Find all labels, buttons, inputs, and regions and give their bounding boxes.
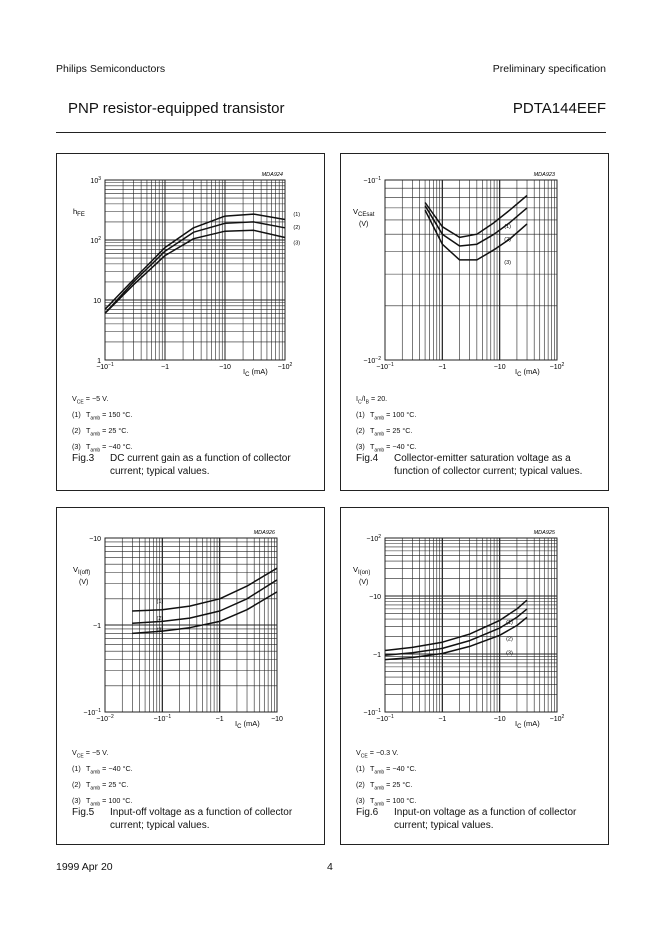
x-tick-label: $-10^{-2}$ xyxy=(96,714,114,723)
footer-date: 1999 Apr 20 xyxy=(56,861,113,873)
x-tick-label: $-10^2$ xyxy=(549,362,565,371)
figure-caption xyxy=(72,452,317,478)
x-gridlines xyxy=(385,538,557,712)
figure-caption xyxy=(356,806,601,832)
curve-label: (3) xyxy=(504,259,512,266)
x-tick-label: −1 xyxy=(215,716,224,723)
curve-label: (2) xyxy=(504,237,512,244)
chart-svg xyxy=(57,508,324,748)
y-tick-label: $10^2$ xyxy=(90,236,101,245)
conditions-list xyxy=(356,747,417,811)
y-axis-label: $V_{I(off)}$ xyxy=(73,565,91,576)
y-tick-label: −1 xyxy=(93,623,101,630)
figure-caption xyxy=(356,452,601,478)
series-line-2 xyxy=(132,580,277,623)
x-tick-label: −10 xyxy=(493,364,506,371)
figure-panel-6 xyxy=(340,507,609,845)
x-tick-label: $-10^{-1}$ xyxy=(96,362,114,371)
condition-item: (2) $T_{amb} = 25$ °C. xyxy=(72,425,129,438)
figure-number: Fig.4 xyxy=(356,453,379,464)
condition-item: (2) $T_{amb} = 25$ °C. xyxy=(356,425,413,438)
x-tick-label: −10 xyxy=(219,364,231,371)
x-tick-label: $-10^2$ xyxy=(277,362,293,371)
y-tick-label: $-10^{-2}$ xyxy=(363,356,381,365)
y-gridlines xyxy=(105,180,285,360)
x-gridlines xyxy=(105,180,285,360)
figure-panel-4 xyxy=(340,153,609,491)
chart-svg xyxy=(57,154,324,394)
condition-item: (3) $T_{amb} = -40$ °C. xyxy=(72,441,133,454)
y-tick-label: $-10^{-1}$ xyxy=(83,708,101,717)
x-axis-label: $I_C$ (mA) xyxy=(515,719,540,730)
x-tick-label: −1 xyxy=(438,716,447,723)
y-tick-label: −1 xyxy=(373,652,381,659)
plot-frame xyxy=(105,180,285,360)
x-tick-label: −1 xyxy=(438,364,447,371)
document-type: Preliminary specification xyxy=(492,63,606,75)
y-tick-label: $-10^{-1}$ xyxy=(363,176,381,185)
chart-svg xyxy=(341,154,608,394)
condition-item: (3) $T_{amb} = -40$ °C. xyxy=(356,441,417,454)
caption-text: Input-off voltage as a function of collector current; typical values. xyxy=(110,807,293,831)
caption-text: Input-on voltage as a function of collector current; typical values. xyxy=(394,807,577,831)
plot-frame xyxy=(385,180,557,360)
curve-label: (2) xyxy=(156,616,164,623)
series-line-1 xyxy=(105,214,285,309)
conditions-list xyxy=(72,393,133,457)
x-gridlines xyxy=(385,180,557,360)
x-axis-label: $I_C$ (mA) xyxy=(243,367,268,378)
figure-code: MDA925 xyxy=(533,530,555,536)
x-tick-label: −1 xyxy=(161,364,169,371)
condition-item: (1) $T_{amb} = 100$ °C. xyxy=(356,409,417,422)
x-tick-label: $-10^{-1}$ xyxy=(153,714,172,723)
figure-panel-5 xyxy=(56,507,325,845)
y-axis-label: $h_{FE}$ xyxy=(73,207,85,218)
condition-item: (2) $T_{amb} = 25$ °C. xyxy=(72,779,129,792)
y-axis-label: $V_{I(on)}$ xyxy=(353,565,371,576)
series-line-3 xyxy=(132,592,277,634)
curve-label: (1) xyxy=(156,599,164,606)
y-axis-label: $V_{CEsat}$ xyxy=(353,207,375,218)
condition-main: $I_C/I_B = 20$. xyxy=(356,394,388,406)
conditions-list xyxy=(72,747,133,811)
figure-panel-3 xyxy=(56,153,325,491)
y-axis-unit: (V) xyxy=(359,579,369,586)
curve-label: (1) xyxy=(504,224,512,231)
condition-main: $V_{CE} = -5$ V. xyxy=(72,748,109,760)
y-tick-label: $-10^2$ xyxy=(366,534,381,543)
x-tick-label: $-10^{-1}$ xyxy=(376,362,394,371)
y-gridlines xyxy=(385,180,557,360)
y-tick-label: $10^3$ xyxy=(90,176,101,185)
figure-caption xyxy=(72,806,317,832)
condition-item: (2) $T_{amb} = 25$ °C. xyxy=(356,779,413,792)
y-axis-unit: (V) xyxy=(79,579,89,586)
condition-item: (3) $T_{amb} = 100$ °C. xyxy=(356,795,417,808)
curve-label: (1) xyxy=(293,211,301,218)
y-tick-label: −10 xyxy=(369,594,381,601)
x-tick-label: −10 xyxy=(493,716,506,723)
x-axis-label: $I_C$ (mA) xyxy=(515,367,540,378)
y-tick-label: −10 xyxy=(89,536,101,543)
plot-frame xyxy=(385,538,557,712)
figure-number: Fig.3 xyxy=(72,453,95,464)
curve-label: (3) xyxy=(506,650,513,657)
y-tick-label: 1 xyxy=(97,358,101,365)
condition-main: $V_{CE} = -5$ V. xyxy=(72,394,109,406)
chart-svg xyxy=(341,508,608,748)
company-name: Philips Semiconductors xyxy=(56,63,166,75)
x-axis-label: $I_C$ (mA) xyxy=(235,719,260,730)
caption-text: Collector-emitter saturation voltage as a function of collector current; typical values. xyxy=(394,453,583,477)
conditions-list xyxy=(356,393,417,457)
curve-label: (3) xyxy=(156,627,164,634)
condition-item: (1) $T_{amb} = -40$ °C. xyxy=(72,763,133,776)
x-tick-label: $-10^{-1}$ xyxy=(376,714,394,723)
figure-code: MDA924 xyxy=(261,172,283,178)
figure-code: MDA926 xyxy=(253,530,275,536)
condition-item: (3) $T_{amb} = 100$ °C. xyxy=(72,795,133,808)
curve-label: (3) xyxy=(293,240,301,247)
figure-number: Fig.5 xyxy=(72,807,95,818)
x-tick-label: $-10^2$ xyxy=(549,714,565,723)
y-axis-unit: (V) xyxy=(359,221,369,228)
curve-label: (1) xyxy=(506,620,513,627)
curve-label: (2) xyxy=(293,225,301,232)
condition-main: $V_{CE} = -0.3$ V. xyxy=(356,748,399,760)
figure-code: MDA923 xyxy=(533,172,555,178)
condition-item: (1) $T_{amb} = 150$ °C. xyxy=(72,409,133,422)
figure-number: Fig.6 xyxy=(356,807,379,818)
x-tick-label: −10 xyxy=(271,716,283,723)
page-title: PNP resistor-equipped transistor xyxy=(68,100,285,117)
y-gridlines xyxy=(105,538,277,712)
condition-item: (1) $T_{amb} = -40$ °C. xyxy=(356,763,417,776)
page-number: 4 xyxy=(327,861,333,873)
y-tick-label: 10 xyxy=(93,298,101,305)
curve-label: (2) xyxy=(506,636,513,643)
y-gridlines xyxy=(385,538,557,712)
caption-text: DC current gain as a function of collector current; typical values. xyxy=(110,453,291,477)
header-rule xyxy=(56,132,606,133)
y-tick-label: $-10^{-1}$ xyxy=(363,708,381,717)
part-number: PDTA144EEF xyxy=(512,100,606,117)
